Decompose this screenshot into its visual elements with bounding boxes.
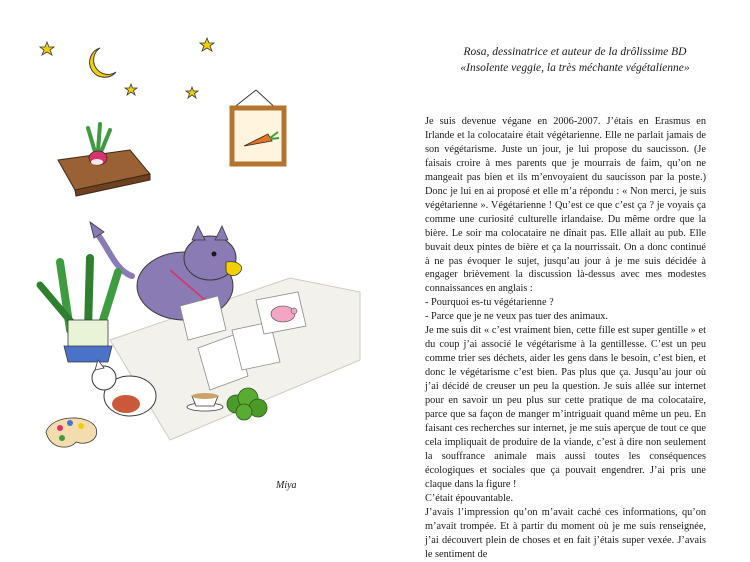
illustration-page bbox=[0, 0, 375, 522]
paragraph: Je me suis dit « c’est vraiment bien, cette fille est super gentille » et du coup j’ai associé le végétarisme à la gentillesse. C’est un peu comme trier ses déchets, aider les gens dans le besoin, c’est bien, et donc le végétarisme c’est bien. Pas plus que ça. Jusqu’au jour où j’ai décidé de creuser un peu la question. Je suis allée sur internet pour en savoir un peu plus sur cette pratique de ma colocataire, parce que sa façon de manger m’intriguait quand même un peu. En faisant ces recherches sur internet, je me suis aperçue de tout ce que cela impliquait de produire de la viande, c’est à dire non seulement la souffrance animale mais aussi toutes les conséquences écologiques et sociales que ça pouvait engendrer. J’ai pris une claque dans la figure ! bbox=[425, 325, 706, 490]
palette-icon bbox=[46, 418, 97, 447]
caption-line-2: «Insolente veggie, la très méchante végétalienne» bbox=[460, 62, 690, 74]
illustration bbox=[0, 0, 375, 522]
body-text bbox=[425, 115, 706, 562]
paragraph: C’était épouvantable. bbox=[425, 492, 514, 504]
paragraph: - Parce que je ne veux pas tuer des animaux. bbox=[425, 311, 608, 323]
caption bbox=[430, 44, 720, 76]
paragraph: J’avais l’impression qu’on m’avait caché ces informations, qu’on m’avait trompée. Et à partir du moment où je me suis renseignée, j’ai découvert plein de choses et en fait j’étais super vexée. J’avais le sentiment de bbox=[425, 506, 706, 560]
leek-icon bbox=[40, 258, 118, 362]
radish-icon bbox=[88, 124, 110, 165]
paragraph: - Pourquoi es-tu végétarienne ? bbox=[425, 297, 554, 309]
paragraph: Je suis devenue végane en 2006-2007. J’étais en Erasmus en Irlande et la colocataire était végétarienne. Elle ne parlait jamais de son végétarisme. Juste un jour, je lui propose du saucisson. (Je faisais croire à mes parents que je mourrais de faim, qu’on ne mangeait pas bien et ils m’envoyaient du saucisson par la poste.) Donc je lui en ai proposé et elle m’a répondu : « Non merci, je suis végétarienne ». Végétarienne ! Qu’est ce que c’est ça ? je voyais ça comme une curiosité culturelle irlandaise. Du même ordre que la bière. Le soir ma colocataire ne dînait pas. Elle allait au pub. Elle buvait deux pintes de bière et ça la nourrissait. On a donc continué à ne pas évoquer le sujet, jusqu’au jour à je me suis décidée à engager brièvement la discussion là-dessus avec mes modestes connaissances en anglais : bbox=[425, 116, 706, 295]
star-icon bbox=[200, 38, 214, 51]
moon-icon bbox=[90, 48, 116, 77]
star-icon bbox=[40, 42, 54, 55]
frame-icon bbox=[232, 90, 284, 164]
signature: Miya bbox=[276, 480, 297, 491]
star-icon bbox=[186, 87, 198, 98]
star-icon bbox=[125, 84, 137, 95]
caption-line-1: Rosa, dessinatrice et auteur de la drôlissime BD bbox=[463, 46, 687, 58]
